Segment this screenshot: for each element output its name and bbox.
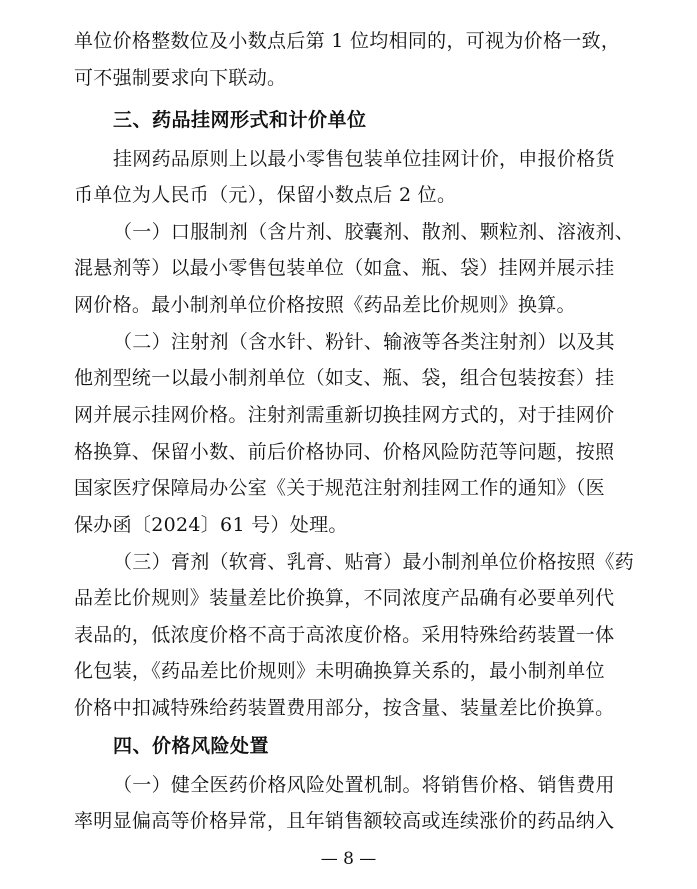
line-text: 品差比价规则》装量差比价换算，不同浓度产品确有必要单列代 (74, 587, 615, 609)
text-line-21 (113, 773, 697, 797)
text-line-16 (74, 586, 697, 610)
line-text: 保办函〔2024〕61 号）处理。 (74, 514, 348, 536)
line-text: 表品的，低浓度价格不高于高浓度价格。采用特殊给药装置一体 (74, 624, 615, 646)
text-line-14 (74, 513, 697, 537)
text-line-2 (74, 66, 697, 90)
text-line-4 (113, 147, 697, 171)
line-text: 化包装，《药品差比价规则》未明确换算关系的，最小制剂单位 (74, 660, 605, 682)
page-number: — 8 — (320, 849, 377, 869)
line-text: 网价格。最小制剂单位价格按照《药品差比价规则》换算。 (74, 294, 576, 316)
line-text: （一）口服制剂（含片剂、胶囊剂、散剂、颗粒剂、溶液剂、 (113, 221, 635, 243)
line-text: 他剂型统一以最小制剂单位（如支、瓶、袋，组合包装按套）挂 (74, 367, 615, 389)
section-heading-4 (113, 734, 697, 758)
line-text: 国家医疗保障局办公室《关于规范注射剂挂网工作的通知》（医 (74, 477, 605, 499)
text-line-17 (74, 623, 697, 647)
line-text: 挂网药品原则上以最小零售包装单位挂网计价，申报价格货 (113, 148, 615, 170)
heading-text: 三、药品挂网形式和计价单位 (113, 109, 367, 131)
section-heading-3 (113, 108, 697, 132)
line-text: （三）膏剂（软膏、乳膏、贴膏）最小制剂单位价格按照《药 (113, 551, 635, 573)
text-line-22 (74, 809, 697, 833)
text-line-10 (74, 366, 697, 390)
text-line-19 (74, 696, 697, 720)
text-line-12 (74, 440, 697, 464)
line-text: 可不强制要求向下联动。 (74, 67, 287, 89)
text-line-18 (74, 659, 697, 683)
text-line-7 (74, 256, 697, 280)
text-line-11 (74, 403, 697, 427)
text-line-15 (113, 550, 697, 574)
line-text: 网并展示挂网价格。注射剂需重新切换挂网方式的，对于挂网价 (74, 404, 615, 426)
text-line-8 (74, 293, 697, 317)
line-text: 率明显偏高等价格异常，且年销售额较高或连续涨价的药品纳入 (74, 810, 615, 832)
line-text: 价格中扣减特殊给药装置费用部分，按含量、装量差比价换算。 (74, 697, 615, 719)
line-text: 币单位为人民币（元），保留小数点后 2 位。 (74, 184, 457, 206)
heading-text: 四、价格风险处置 (113, 735, 270, 757)
text-line-13 (74, 476, 697, 500)
line-text: 单位价格整数位及小数点后第 1 位均相同的，可视为价格一致， (74, 30, 621, 52)
line-text: 格换算、保留小数、前后价格协同、价格风险防范等问题，按照 (74, 441, 615, 463)
line-text: （一）健全医药价格风险处置机制。将销售价格、销售费用 (113, 774, 615, 796)
line-text: 混悬剂等）以最小零售包装单位（如盒、瓶、袋）挂网并展示挂 (74, 257, 615, 279)
text-line-6 (113, 220, 697, 244)
text-line-5 (74, 183, 697, 207)
text-line-9 (113, 330, 697, 354)
text-line-1 (74, 29, 697, 53)
line-text: （二）注射剂（含水针、粉针、输液等各类注射剂）以及其 (113, 331, 615, 353)
